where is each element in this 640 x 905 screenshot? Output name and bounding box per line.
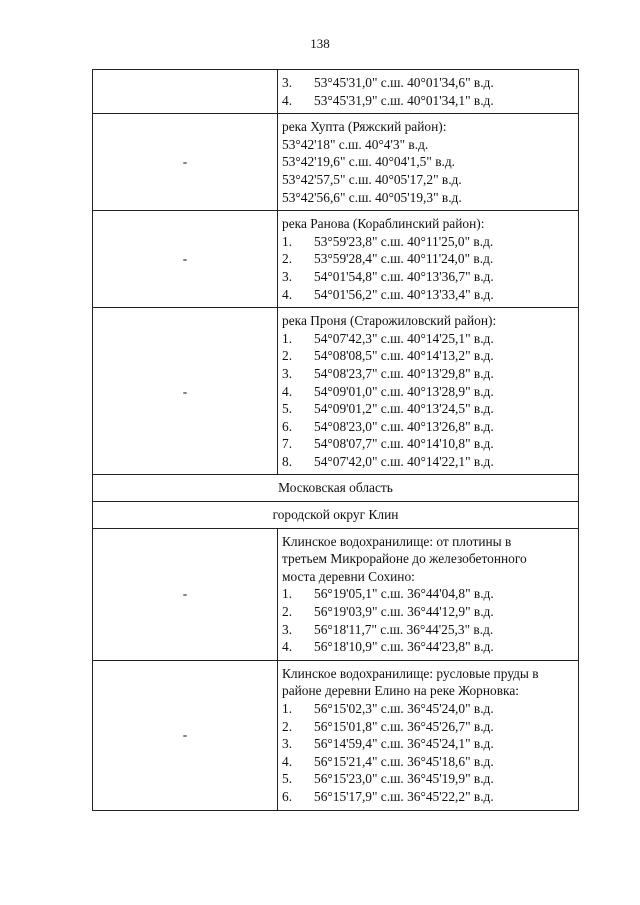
table-row [93,211,579,308]
coordinate-line [282,347,574,365]
coordinate-value: 53°45'31,0" с.ш. 40°01'34,6" в.д. [314,75,494,90]
table-body [93,70,579,811]
coordinate-value: 54°09'01,0" с.ш. 40°13'28,9" в.д. [314,383,494,399]
coordinate-line [282,788,574,806]
coordinate-line [282,330,574,348]
coordinates-cell [278,70,579,114]
coordinate-number: 2. [282,604,293,620]
coordinate-value: 56°15'17,9" с.ш. 36°45'22,2" в.д. [314,788,494,804]
coordinate-line [282,585,574,603]
section-header: городской округ Клин [93,502,579,529]
coordinate-value: 53°59'23,8" с.ш. 40°11'25,0" в.д. [314,233,494,249]
coordinate-number: 3. [282,365,293,381]
page-number: 138 [310,36,330,51]
coordinate-value: 54°08'23,0" с.ш. 40°13'26,8" в.д. [314,418,494,434]
coordinate-line [282,400,574,418]
coordinate-line [282,753,574,771]
coordinate-value: 56°15'02,3" с.ш. 36°45'24,0" в.д. [314,701,494,716]
coordinate-line [282,418,574,436]
coordinate-value: 53°42'56,6" с.ш. 40°05'19,3" в.д. [282,189,462,205]
coordinate-line [282,770,574,788]
coordinate-number: 1. [282,701,293,716]
coordinate-value: 56°19'03,9" с.ш. 36°44'12,9" в.д. [314,604,494,620]
coordinate-number: 2. [282,348,293,364]
location-heading: река Проня (Старожиловский район): [282,313,497,329]
coordinate-number: 4. [282,92,293,108]
coordinates-cell [278,660,579,810]
coordinate-line [282,153,574,171]
coordinate-value: 54°08'08,5" с.ш. 40°14'13,2" в.д. [314,348,494,364]
coordinate-number: 3. [282,75,293,90]
coordinate-number: 3. [282,268,293,284]
section-header: Московская область [93,475,579,502]
coordinate-value: 56°15'23,0" с.ш. 36°45'19,9" в.д. [314,771,494,787]
coordinate-line [282,233,574,251]
coordinate-number: 3. [282,736,293,752]
table-row [93,660,579,810]
row-marker [93,70,278,114]
coordinate-line [282,621,574,639]
location-heading: Клинское водохранилище: от плотины в [282,533,512,549]
coordinate-line [282,286,574,304]
coordinate-line [282,268,574,286]
location-heading: моста деревни Сохино: [282,568,415,584]
coordinate-line [282,700,574,718]
coordinate-line [282,735,574,753]
coordinate-value: 56°15'21,4" с.ш. 36°45'18,6" в.д. [314,753,494,769]
coordinate-number: 5. [282,771,293,787]
location-heading: река Ранова (Кораблинский район): [282,216,485,232]
coordinate-number: 4. [282,639,293,655]
coordinate-number: 1. [282,330,293,346]
coordinates-cell [278,308,579,475]
row-marker: - [93,114,278,211]
coordinate-line [282,189,574,207]
coordinate-number: 4. [282,753,293,769]
coordinate-value: 53°42'19,6" с.ш. 40°04'1,5" в.д. [282,154,456,170]
coordinate-value: 53°42'18" с.ш. 40°4'3" в.д. [282,136,429,152]
coordinate-line [282,638,574,656]
coordinate-value: 54°07'42,3" с.ш. 40°14'25,1" в.д. [314,330,494,346]
coordinate-number: 3. [282,621,293,637]
coordinate-line [282,92,574,110]
coordinate-number: 6. [282,418,293,434]
coordinate-number: 1. [282,233,293,249]
document-table [92,69,579,811]
coordinate-number: 6. [282,788,293,804]
row-marker: - [93,660,278,810]
coordinate-number: 2. [282,718,293,734]
coordinates-cell [278,528,579,660]
coordinate-value: 56°18'10,9" с.ш. 36°44'23,8" в.д. [314,639,494,655]
coordinate-value: 53°45'31,9" с.ш. 40°01'34,1" в.д. [314,92,494,108]
coordinate-line [282,435,574,453]
coordinate-line [282,365,574,383]
location-heading: река Хупта (Ряжский район): [282,119,447,135]
coordinate-line [282,383,574,401]
coordinate-line [282,74,574,92]
coordinate-value: 54°01'54,8" с.ш. 40°13'36,7" в.д. [314,268,494,284]
coordinate-number: 7. [282,436,293,452]
coordinate-value: 56°19'05,1" с.ш. 36°44'04,8" в.д. [314,586,494,602]
row-marker: - [93,308,278,475]
coordinate-line [282,718,574,736]
coordinate-number: 2. [282,251,293,267]
coordinate-number: 8. [282,453,293,469]
coordinate-value: 53°42'57,5" с.ш. 40°05'17,2" в.д. [282,171,462,187]
coordinates-cell [278,114,579,211]
row-marker: - [93,211,278,308]
table-row [93,475,579,502]
table-row [93,528,579,660]
coordinates-cell [278,211,579,308]
table-row [93,70,579,114]
coordinate-line [282,136,574,154]
coordinate-value: 56°18'11,7" с.ш. 36°44'25,3" в.д. [314,621,494,637]
table-row [93,502,579,529]
coordinate-value: 54°01'56,2" с.ш. 40°13'33,4" в.д. [314,286,494,302]
coordinate-value: 54°08'07,7" с.ш. 40°14'10,8" в.д. [314,436,494,452]
coordinate-line [282,453,574,471]
coordinate-line [282,250,574,268]
table-row [93,308,579,475]
coordinate-value: 54°07'42,0" с.ш. 40°14'22,1" в.д. [314,453,494,469]
coordinate-number: 4. [282,383,293,399]
location-heading: третьем Микрорайоне до железобетонного [282,551,527,567]
coordinate-value: 56°15'01,8" с.ш. 36°45'26,7" в.д. [314,718,494,734]
location-heading: Клинское водохранилище: русловые пруды в [282,665,539,681]
coordinate-value: 56°14'59,4" с.ш. 36°45'24,1" в.д. [314,736,494,752]
location-heading: районе деревни Елино на реке Жорновка: [282,683,520,699]
coordinate-value: 54°08'23,7" с.ш. 40°13'29,8" в.д. [314,365,494,381]
coordinate-value: 54°09'01,2" с.ш. 40°13'24,5" в.д. [314,401,494,417]
coordinate-line [282,171,574,189]
coordinate-line [282,603,574,621]
coordinate-number: 5. [282,401,293,417]
row-marker: - [93,528,278,660]
table-row [93,114,579,211]
coordinate-value: 53°59'28,4" с.ш. 40°11'24,0" в.д. [314,251,494,267]
coordinate-number: 1. [282,586,293,602]
coordinate-number: 4. [282,286,293,302]
